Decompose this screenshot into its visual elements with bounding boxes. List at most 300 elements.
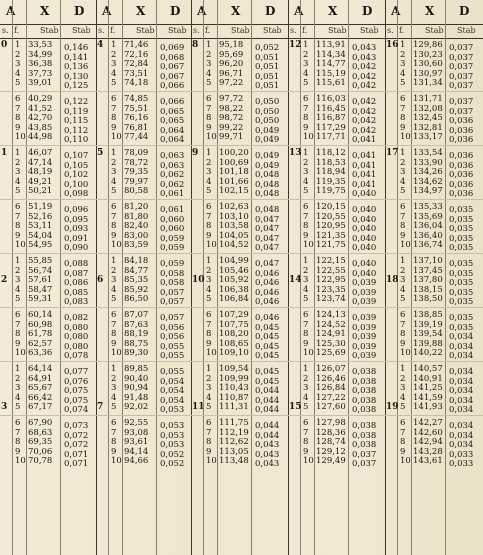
value-d: 0,045 <box>255 376 280 387</box>
value-d: 0,078 <box>64 351 89 362</box>
degree-mark: 16 <box>386 40 399 50</box>
row-index: 4 <box>111 392 117 403</box>
value-x: 57,61 <box>28 275 53 286</box>
value-d: 0,037 <box>449 106 474 117</box>
value-x: 143,61 <box>413 456 443 467</box>
column-header-x: X <box>328 4 338 18</box>
value-x: 125,30 <box>316 338 346 349</box>
value-x: 117,71 <box>316 132 346 143</box>
row-index: 3 <box>15 59 21 70</box>
degree-mark: 4 <box>97 40 104 50</box>
value-d: 0,038 <box>352 395 377 406</box>
value-x: 54,04 <box>28 230 53 241</box>
value-d: 0,047 <box>255 233 280 244</box>
value-d: 0,054 <box>160 395 185 406</box>
value-x: 129,49 <box>316 456 346 467</box>
value-d: 0,041 <box>352 160 377 171</box>
table-block <box>191 0 289 555</box>
value-d: 0,053 <box>160 440 185 451</box>
row-index: 9 <box>400 446 406 457</box>
value-x: 70,78 <box>28 456 53 467</box>
row-index: 9 <box>111 122 117 133</box>
value-d: 0,063 <box>160 160 185 171</box>
value-d: 0,042 <box>352 81 377 92</box>
column-divider <box>348 0 349 555</box>
row-index: 8 <box>206 221 212 232</box>
value-x: 101,18 <box>219 167 249 178</box>
row-index: 7 <box>206 427 212 438</box>
row-index: 6 <box>303 202 309 212</box>
value-d: 0,056 <box>160 332 185 343</box>
row-index: 8 <box>303 437 309 448</box>
row-index: 1 <box>400 148 406 158</box>
row-index: 3 <box>206 383 212 394</box>
value-d: 0,048 <box>255 170 280 181</box>
value-d: 0,048 <box>255 189 280 200</box>
value-d: 0,041 <box>352 179 377 190</box>
row-index: 8 <box>111 113 117 124</box>
value-d: 0,035 <box>449 233 474 244</box>
row-index: 9 <box>15 338 21 349</box>
degree-mark: 1 <box>1 148 8 158</box>
value-x: 138,85 <box>413 310 443 320</box>
value-d: 0,053 <box>160 421 185 431</box>
value-d: 0,043 <box>255 459 280 470</box>
row-index: 10 <box>206 456 217 467</box>
row-index: 3 <box>400 59 406 70</box>
value-d: 0,038 <box>352 405 377 416</box>
value-x: 114,34 <box>316 49 346 60</box>
degree-mark: 17 <box>386 148 399 158</box>
row-index: 1 <box>111 256 117 266</box>
value-d: 0,036 <box>449 189 474 200</box>
row-index: 6 <box>111 94 117 104</box>
value-d: 0,051 <box>255 52 280 63</box>
row-index: 5 <box>303 294 309 305</box>
row-index: 5 <box>400 402 406 413</box>
value-x: 92,55 <box>124 418 149 428</box>
value-d: 0,054 <box>160 376 185 387</box>
row-index: 9 <box>15 122 21 133</box>
value-d: 0,034 <box>449 395 474 406</box>
value-d: 0,095 <box>64 214 89 225</box>
row-index: 10 <box>15 132 26 143</box>
unit-label: s. <box>2 26 9 35</box>
value-d: 0,035 <box>449 297 474 308</box>
value-x: 37,73 <box>28 68 53 79</box>
value-x: 143,28 <box>413 446 443 457</box>
value-d: 0,037 <box>352 459 377 470</box>
table-block <box>0 0 97 555</box>
value-x: 41,52 <box>28 103 53 114</box>
row-index: 10 <box>206 348 217 359</box>
value-x: 87,07 <box>124 310 149 320</box>
value-x: 116,87 <box>316 113 346 124</box>
value-d: 0,060 <box>160 214 185 225</box>
value-d: 0,122 <box>64 97 89 107</box>
row-index: 8 <box>206 113 212 124</box>
value-d: 0,075 <box>64 386 89 397</box>
value-x: 63,36 <box>28 348 53 359</box>
row-index: 7 <box>111 427 117 438</box>
value-d: 0,100 <box>64 179 89 190</box>
row-index: 2 <box>303 49 309 60</box>
value-x: 94,66 <box>124 456 149 467</box>
row-index: 8 <box>303 113 309 124</box>
value-x: 100,69 <box>219 157 249 168</box>
unit-label: s. <box>290 26 297 35</box>
value-d: 0,125 <box>64 81 89 92</box>
value-x: 87,63 <box>124 319 149 330</box>
value-d: 0,034 <box>449 430 474 441</box>
value-d: 0,046 <box>255 313 280 323</box>
degree-mark: 5 <box>97 148 104 158</box>
row-index: 4 <box>15 176 21 187</box>
value-x: 118,12 <box>316 148 346 158</box>
value-x: 119,75 <box>316 186 346 197</box>
value-d: 0,034 <box>449 367 474 377</box>
column-header-d: D <box>362 4 373 18</box>
row-index: 3 <box>111 167 117 178</box>
value-d: 0,066 <box>160 81 185 92</box>
column-divider <box>445 0 446 555</box>
value-d: 0,036 <box>449 170 474 181</box>
value-d: 0,071 <box>64 449 89 460</box>
column-header-row <box>385 0 483 25</box>
row-index: 4 <box>15 68 21 79</box>
value-d: 0,057 <box>160 287 185 298</box>
row-index: 10 <box>15 348 26 359</box>
row-index: 1 <box>111 364 117 374</box>
degree-mark: 2 <box>1 275 8 286</box>
value-x: 62,57 <box>28 338 53 349</box>
row-index: 8 <box>206 329 212 340</box>
row-index: 3 <box>303 167 309 178</box>
value-x: 114,77 <box>316 59 346 70</box>
row-index: 4 <box>111 68 117 79</box>
value-d: 0,035 <box>449 322 474 333</box>
column-divider <box>314 0 315 555</box>
value-x: 120,95 <box>316 221 346 232</box>
value-x: 40,29 <box>28 94 53 104</box>
row-index: 8 <box>15 113 21 124</box>
value-x: 56,74 <box>28 265 53 276</box>
row-index: 5 <box>111 294 117 305</box>
value-x: 33,53 <box>28 40 53 50</box>
row-index: 6 <box>111 418 117 428</box>
value-x: 89,30 <box>124 348 149 359</box>
value-x: 113,91 <box>316 40 346 50</box>
value-x: 34,99 <box>28 49 53 60</box>
value-d: 0,036 <box>449 179 474 190</box>
value-d: 0,050 <box>255 116 280 127</box>
row-index: 2 <box>15 157 21 168</box>
row-index: 3 <box>400 383 406 394</box>
value-x: 71,46 <box>124 40 149 50</box>
row-index: 8 <box>303 221 309 232</box>
value-x: 118,53 <box>316 157 346 168</box>
row-index: 8 <box>111 329 117 340</box>
value-d: 0,043 <box>255 440 280 451</box>
value-x: 122,15 <box>316 256 346 266</box>
value-d: 0,046 <box>255 297 280 308</box>
value-x: 109,99 <box>219 373 249 384</box>
value-d: 0,058 <box>160 268 185 279</box>
value-x: 81,20 <box>124 202 149 212</box>
table-block <box>96 0 192 555</box>
value-x: 111,31 <box>219 402 249 413</box>
row-index: 3 <box>303 275 309 286</box>
value-x: 137,10 <box>413 256 443 266</box>
value-x: 86,50 <box>124 294 149 305</box>
value-d: 0,046 <box>255 287 280 298</box>
value-x: 84,77 <box>124 265 149 276</box>
column-header-a: A <box>6 4 16 18</box>
value-d: 0,091 <box>64 233 89 244</box>
value-x: 133,17 <box>413 132 443 143</box>
unit-header-row <box>288 24 385 39</box>
value-x: 129,86 <box>413 40 443 50</box>
value-x: 51,19 <box>28 202 53 212</box>
row-index: 8 <box>303 329 309 340</box>
row-index: 7 <box>303 319 309 330</box>
value-d: 0,040 <box>352 233 377 244</box>
value-d: 0,048 <box>255 205 280 215</box>
row-index: 2 <box>111 373 117 384</box>
value-d: 0,112 <box>64 125 89 136</box>
row-index: 2 <box>400 157 406 168</box>
row-index: 7 <box>303 427 309 438</box>
value-d: 0,036 <box>449 116 474 127</box>
row-index: 5 <box>400 186 406 197</box>
value-x: 123,74 <box>316 294 346 305</box>
value-x: 69,35 <box>28 437 53 448</box>
value-d: 0,087 <box>64 268 89 279</box>
row-index: 8 <box>400 329 406 340</box>
value-d: 0,045 <box>255 367 280 377</box>
value-x: 106,38 <box>219 284 249 295</box>
value-x: 103,58 <box>219 221 249 232</box>
value-d: 0,039 <box>352 297 377 308</box>
row-index: 4 <box>400 68 406 79</box>
row-index: 4 <box>206 68 212 79</box>
row-index: 8 <box>111 221 117 232</box>
value-x: 124,91 <box>316 329 346 340</box>
value-d: 0,034 <box>449 341 474 352</box>
value-x: 110,87 <box>219 392 249 403</box>
value-d: 0,065 <box>160 106 185 117</box>
value-d: 0,110 <box>64 135 89 146</box>
row-index: 9 <box>15 230 21 241</box>
row-index: 6 <box>206 202 212 212</box>
value-x: 142,60 <box>413 427 443 438</box>
value-x: 112,19 <box>219 427 249 438</box>
value-x: 68,63 <box>28 427 53 438</box>
value-x: 88,75 <box>124 338 149 349</box>
value-x: 136,04 <box>413 221 443 232</box>
row-index: 7 <box>15 103 21 114</box>
column-header-d: D <box>265 4 276 18</box>
value-d: 0,036 <box>449 151 474 161</box>
row-index: 6 <box>206 310 212 320</box>
value-d: 0,038 <box>352 421 377 431</box>
unit-label: Stab <box>231 26 250 35</box>
value-d: 0,037 <box>352 449 377 460</box>
value-d: 0,043 <box>352 43 377 53</box>
column-header-a: A <box>197 4 207 18</box>
value-x: 85,35 <box>124 275 149 286</box>
value-d: 0,040 <box>352 214 377 225</box>
value-x: 105,46 <box>219 265 249 276</box>
row-index: 5 <box>400 78 406 89</box>
value-d: 0,038 <box>352 376 377 387</box>
row-index: 2 <box>15 265 21 276</box>
value-d: 0,086 <box>64 278 89 289</box>
value-d: 0,061 <box>160 189 185 200</box>
value-x: 98,22 <box>219 103 244 114</box>
value-x: 135,69 <box>413 211 443 222</box>
value-d: 0,060 <box>160 224 185 235</box>
value-d: 0,146 <box>64 43 89 53</box>
value-x: 50,21 <box>28 186 53 197</box>
value-x: 115,61 <box>316 78 346 89</box>
row-index: 6 <box>400 310 406 320</box>
column-divider <box>217 0 218 555</box>
value-d: 0,038 <box>352 386 377 397</box>
row-index: 4 <box>400 176 406 187</box>
value-x: 125,69 <box>316 348 346 359</box>
value-d: 0,037 <box>449 81 474 92</box>
value-x: 122,55 <box>316 265 346 276</box>
value-x: 107,29 <box>219 310 249 320</box>
value-d: 0,042 <box>352 106 377 117</box>
value-d: 0,048 <box>255 179 280 190</box>
row-index: 2 <box>303 265 309 276</box>
value-x: 139,19 <box>413 319 443 330</box>
value-x: 129,12 <box>316 446 346 457</box>
row-index: 4 <box>111 284 117 295</box>
value-d: 0,088 <box>64 259 89 269</box>
value-x: 117,29 <box>316 122 346 133</box>
value-x: 65,67 <box>28 383 53 394</box>
value-x: 76,81 <box>124 122 149 133</box>
value-d: 0,053 <box>160 430 185 441</box>
row-index: 6 <box>303 310 309 320</box>
row-index: 4 <box>206 176 212 187</box>
value-d: 0,053 <box>160 405 185 416</box>
value-x: 132,08 <box>413 103 443 114</box>
value-d: 0,064 <box>160 125 185 136</box>
unit-label: Stab <box>425 26 444 35</box>
unit-label: f. <box>110 26 116 35</box>
value-x: 124,52 <box>316 319 346 330</box>
value-d: 0,119 <box>64 106 89 117</box>
value-d: 0,039 <box>352 351 377 362</box>
value-d: 0,037 <box>449 97 474 107</box>
value-x: 90,40 <box>124 373 149 384</box>
row-index: 8 <box>400 437 406 448</box>
row-index: 1 <box>206 40 212 50</box>
value-x: 105,92 <box>219 275 249 286</box>
row-index: 5 <box>15 186 21 197</box>
value-d: 0,042 <box>352 97 377 107</box>
value-d: 0,105 <box>64 160 89 171</box>
value-x: 119,35 <box>316 176 346 187</box>
value-d: 0,035 <box>449 243 474 254</box>
value-x: 142,94 <box>413 437 443 448</box>
row-index: 7 <box>15 427 21 438</box>
value-d: 0,049 <box>255 135 280 146</box>
value-x: 43,85 <box>28 122 53 133</box>
row-index: 1 <box>303 256 309 266</box>
row-index: 3 <box>111 383 117 394</box>
row-index: 8 <box>400 113 406 124</box>
value-x: 106,84 <box>219 294 249 305</box>
unit-header-row <box>385 24 483 39</box>
value-d: 0,040 <box>352 243 377 254</box>
value-d: 0,080 <box>64 332 89 343</box>
row-index: 3 <box>206 275 212 286</box>
column-header-d: D <box>459 4 470 18</box>
value-x: 130,23 <box>413 49 443 60</box>
value-d: 0,068 <box>160 52 185 63</box>
row-index: 1 <box>400 364 406 374</box>
row-index: 3 <box>303 383 309 394</box>
value-d: 0,093 <box>64 224 89 235</box>
value-x: 95,69 <box>219 49 244 60</box>
value-x: 130,60 <box>413 59 443 70</box>
value-x: 39,01 <box>28 78 53 89</box>
row-index: 7 <box>206 103 212 114</box>
row-index: 6 <box>111 310 117 320</box>
row-index: 1 <box>206 256 212 266</box>
value-x: 97,72 <box>219 94 244 104</box>
value-d: 0,052 <box>255 43 280 53</box>
column-header-row <box>0 0 96 25</box>
value-x: 64,91 <box>28 373 53 384</box>
row-index: 8 <box>206 437 212 448</box>
row-index: 2 <box>206 265 212 276</box>
value-x: 138,15 <box>413 284 443 295</box>
value-x: 111,75 <box>219 418 249 428</box>
value-x: 109,54 <box>219 364 249 374</box>
value-x: 132,81 <box>413 122 443 133</box>
row-index: 9 <box>303 122 309 133</box>
value-d: 0,034 <box>449 405 474 416</box>
value-x: 90,94 <box>124 383 149 394</box>
row-index: 10 <box>400 348 411 359</box>
row-index: 5 <box>206 402 212 413</box>
value-d: 0,141 <box>64 52 89 63</box>
row-index: 1 <box>206 364 212 374</box>
value-x: 132,45 <box>413 113 443 124</box>
row-index: 9 <box>303 338 309 349</box>
column-header-row <box>96 0 191 25</box>
value-x: 128,36 <box>316 427 346 438</box>
value-x: 133,54 <box>413 148 443 158</box>
degree-mark: 3 <box>1 402 8 413</box>
row-index: 1 <box>303 40 309 50</box>
row-index: 2 <box>111 157 117 168</box>
value-x: 101,66 <box>219 176 249 187</box>
value-x: 131,34 <box>413 78 443 89</box>
value-d: 0,052 <box>160 449 185 460</box>
value-x: 97,22 <box>219 78 244 89</box>
value-d: 0,034 <box>449 386 474 397</box>
unit-label: s. <box>193 26 200 35</box>
row-index: 3 <box>111 275 117 286</box>
row-index: 9 <box>400 122 406 133</box>
